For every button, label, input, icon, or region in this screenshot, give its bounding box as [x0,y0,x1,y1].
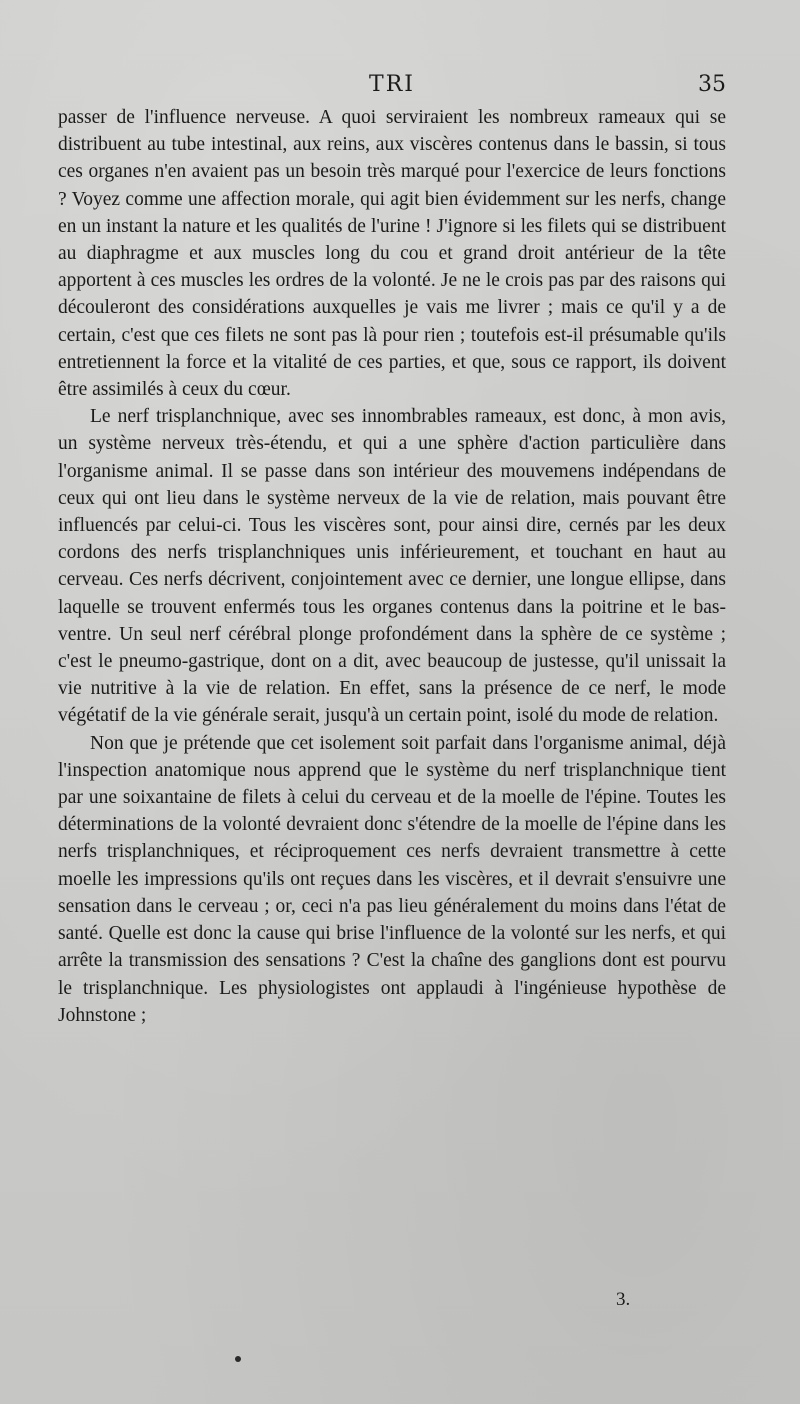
paragraph-3: Non que je prétende que cet isolement soit parfait dans l'organisme animal, déjà l'inspection anatomique nous apprend que le système du nerf trisplanchnique tient par une soixantaine de filets à celui du cerveau et de la moelle de l'épine. Toutes les déterminations de la volonté devraient donc s'étendre de la moelle de l'épine dans les nerfs trisplanchniques, et réciproquement ces nerfs devraient transmettre à cette moelle les impressions qu'ils ont reçues dans les viscères, et il devrait s'ensuivre une sensation dans le cerveau ; or, ceci n'a pas lieu généralement du moins dans l'état de santé. Quelle est donc la cause qui brise l'influence de la volonté sur les nerfs, et qui arrête la transmission des sensations ? C'est la chaîne des ganglions dont est pourvu le trisplanchnique. Les physiologistes ont applaudi à l'ingénieuse hypothèse de Johnstone ; [58,732,726,1026]
body-text [58,104,726,1029]
page-number: 35 [698,72,726,97]
ink-speck [235,1356,241,1362]
running-head-title: TRI [369,72,415,97]
signature-mark: 3. [616,1289,631,1310]
paragraph-1: passer de l'influence nerveuse. A quoi serviraient les nombreux rameaux qui se distribuent au tube intestinal, aux reins, aux viscères contenus dans le bassin, si tous ces organes n'en avaient pas un besoin très marqué pour l'exercice de leurs fonctions ? Voyez comme une affection morale, qui agit bien évidemment sur les nerfs, change en un instant la nature et les qualités de l'urine ! J'ignore si les filets qui se distribuent au diaphragme et aux muscles long du cou et grand droit antérieur de la tête apportent à ces muscles les ordres de la volonté. Je ne le crois pas par des raisons qui découleront des considérations auxquelles je vais me livrer ; mais ce qu'il y a de certain, c'est que ces filets ne sont pas là pour rien ; toutefois est-il présumable qu'ils entretiennent la force et la vitalité de ces parties, et que, sous ce rapport, ils doivent être assimilés à ceux du cœur. [58,107,726,401]
paragraph-2: Le nerf trisplanchnique, avec ses innombrables rameaux, est donc, à mon avis, un système nerveux très-étendu, et qui a une sphère d'action particulière dans l'organisme animal. Il se passe dans son intérieur des mouvemens indépendans de ceux qui ont lieu dans le système nerveux de la vie de relation, mais pouvant être influencés par celui-ci. Tous les viscères sont, pour ainsi dire, cernés par les deux cordons des nerfs trisplanchniques unis inférieurement, et touchant en haut au cerveau. Ces nerfs décrivent, conjointement avec ce dernier, une longue ellipse, dans laquelle se trouvent enfermés tous les organes contenus dans la poitrine et le bas-ventre. Un seul nerf cérébral plonge profondément dans la sphère de ce système ; c'est le pneumo-gastrique, dont on a dit, avec beaucoup de justesse, qu'il unissait la vie nutritive à la vie de relation. En effet, sans la présence de ce nerf, le mode végétatif de la vie générale serait, jusqu'à un certain point, isolé du mode de relation. [58,406,726,727]
running-head [58,70,726,104]
